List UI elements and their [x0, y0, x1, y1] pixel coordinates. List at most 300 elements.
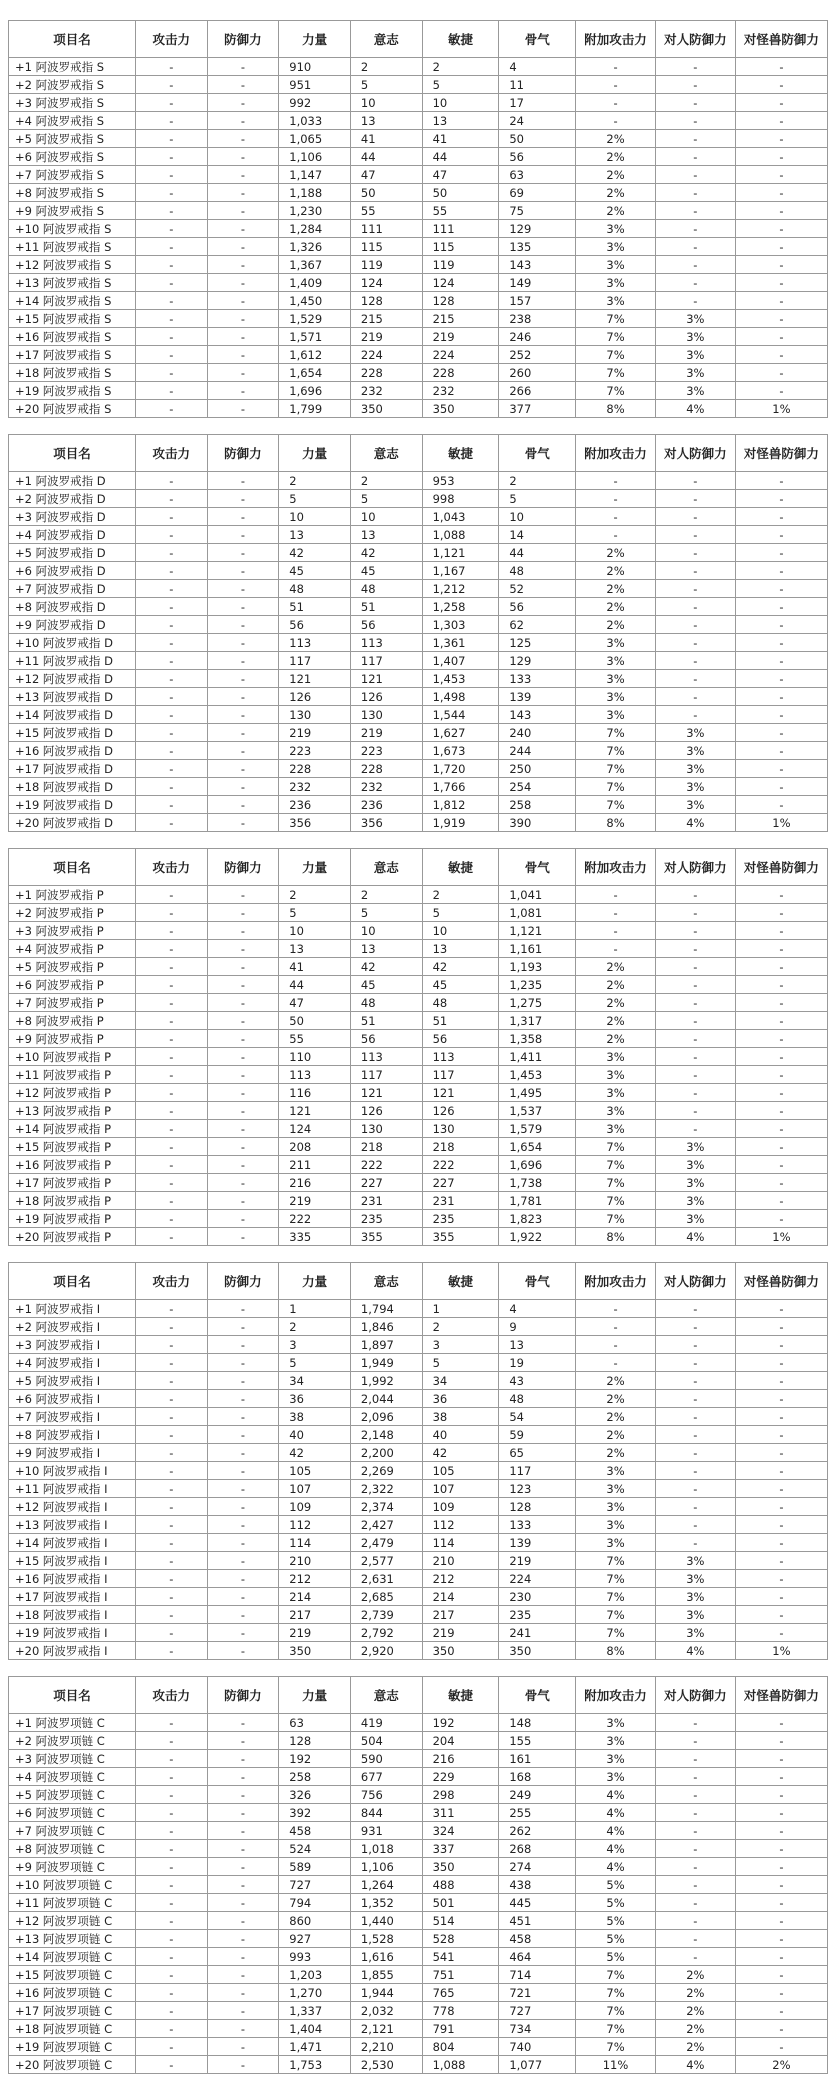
cell-defense: - — [207, 1732, 279, 1750]
cell-defense: - — [207, 1462, 279, 1480]
cell-strength: 392 — [279, 1804, 351, 1822]
cell-item-name: +9 阿波罗戒指 S — [9, 202, 136, 220]
cell-bonus-attack: 7% — [576, 2020, 656, 2038]
cell-agility: 56 — [422, 1030, 499, 1048]
cell-pvp-defense: 3% — [655, 778, 735, 796]
cell-defense: - — [207, 1948, 279, 1966]
cell-bonus-attack: - — [576, 1354, 656, 1372]
table-row — [9, 256, 828, 274]
cell-defense: - — [207, 976, 279, 994]
cell-strength: 126 — [279, 688, 351, 706]
cell-strength: 10 — [279, 922, 351, 940]
cell-pve-defense: - — [735, 1876, 827, 1894]
cell-attack: - — [135, 616, 207, 634]
column-header-strength: 力量 — [279, 21, 351, 58]
cell-bone: 262 — [499, 1822, 576, 1840]
cell-strength: 42 — [279, 544, 351, 562]
cell-pve-defense: - — [735, 328, 827, 346]
cell-agility: 953 — [422, 472, 499, 490]
table-row — [9, 1012, 828, 1030]
cell-will: 126 — [350, 688, 422, 706]
cell-bone: 143 — [499, 256, 576, 274]
table-row — [9, 238, 828, 256]
cell-bonus-attack: 3% — [576, 1048, 656, 1066]
cell-agility: 222 — [422, 1156, 499, 1174]
cell-defense: - — [207, 634, 279, 652]
cell-will: 2,920 — [350, 1642, 422, 1660]
cell-pvp-defense: 4% — [655, 1642, 735, 1660]
cell-item-name: +16 阿波罗戒指 P — [9, 1156, 136, 1174]
cell-defense: - — [207, 1120, 279, 1138]
cell-attack: - — [135, 1876, 207, 1894]
cell-agility: 5 — [422, 904, 499, 922]
cell-pve-defense: - — [735, 1102, 827, 1120]
cell-item-name: +5 阿波罗戒指 S — [9, 130, 136, 148]
cell-bone: 125 — [499, 634, 576, 652]
table-row — [9, 706, 828, 724]
column-header-defense: 防御力 — [207, 1677, 279, 1714]
cell-bonus-attack: 7% — [576, 346, 656, 364]
cell-bone: 1,317 — [499, 1012, 576, 1030]
header-row — [9, 849, 828, 886]
table-row — [9, 1336, 828, 1354]
cell-strength: 5 — [279, 490, 351, 508]
cell-defense: - — [207, 1210, 279, 1228]
cell-bonus-attack: 3% — [576, 670, 656, 688]
table-row — [9, 1642, 828, 1660]
cell-agility: 324 — [422, 1822, 499, 1840]
cell-bone: 266 — [499, 382, 576, 400]
cell-bonus-attack: 3% — [576, 634, 656, 652]
cell-attack: - — [135, 796, 207, 814]
cell-bone: 240 — [499, 724, 576, 742]
cell-will: 1,106 — [350, 1858, 422, 1876]
cell-attack: - — [135, 904, 207, 922]
cell-will: 504 — [350, 1732, 422, 1750]
cell-bonus-attack: 2% — [576, 958, 656, 976]
table-row — [9, 202, 828, 220]
cell-defense: - — [207, 1030, 279, 1048]
cell-attack: - — [135, 1966, 207, 1984]
stats-table — [8, 20, 828, 418]
table-row — [9, 148, 828, 166]
cell-item-name: +3 阿波罗戒指 S — [9, 94, 136, 112]
cell-agility: 804 — [422, 2038, 499, 2056]
cell-pvp-defense: - — [655, 1786, 735, 1804]
cell-will: 355 — [350, 1228, 422, 1246]
cell-item-name: +18 阿波罗项链 C — [9, 2020, 136, 2038]
table-row — [9, 1426, 828, 1444]
cell-defense: - — [207, 886, 279, 904]
cell-attack: - — [135, 2002, 207, 2020]
table-row — [9, 742, 828, 760]
cell-attack: - — [135, 1156, 207, 1174]
cell-item-name: +11 阿波罗戒指 S — [9, 238, 136, 256]
cell-will: 2,210 — [350, 2038, 422, 2056]
cell-bone: 14 — [499, 526, 576, 544]
table-row — [9, 1624, 828, 1642]
cell-bone: 54 — [499, 1408, 576, 1426]
table-row — [9, 814, 828, 832]
column-header-will: 意志 — [350, 21, 422, 58]
cell-item-name: +8 阿波罗项链 C — [9, 1840, 136, 1858]
cell-item-name: +2 阿波罗戒指 P — [9, 904, 136, 922]
cell-attack: - — [135, 1030, 207, 1048]
table-row — [9, 958, 828, 976]
cell-bone: 139 — [499, 1534, 576, 1552]
cell-agility: 5 — [422, 76, 499, 94]
cell-will: 130 — [350, 706, 422, 724]
cell-will: 117 — [350, 1066, 422, 1084]
cell-defense: - — [207, 580, 279, 598]
cell-bone: 48 — [499, 562, 576, 580]
cell-agility: 114 — [422, 1534, 499, 1552]
table-row — [9, 976, 828, 994]
cell-pve-defense: - — [735, 1822, 827, 1840]
cell-will: 222 — [350, 1156, 422, 1174]
cell-agility: 1,212 — [422, 580, 499, 598]
cell-bonus-attack: 7% — [576, 1966, 656, 1984]
cell-bonus-attack: 2% — [576, 1444, 656, 1462]
cell-item-name: +11 阿波罗戒指 D — [9, 652, 136, 670]
table-row — [9, 616, 828, 634]
cell-defense: - — [207, 1966, 279, 1984]
cell-pvp-defense: 3% — [655, 1174, 735, 1192]
cell-item-name: +20 阿波罗戒指 S — [9, 400, 136, 418]
cell-defense: - — [207, 1714, 279, 1732]
cell-will: 113 — [350, 1048, 422, 1066]
cell-pvp-defense: - — [655, 976, 735, 994]
cell-bonus-attack: - — [576, 1318, 656, 1336]
cell-bonus-attack: - — [576, 58, 656, 76]
cell-defense: - — [207, 382, 279, 400]
cell-will: 236 — [350, 796, 422, 814]
table-row — [9, 1048, 828, 1066]
cell-defense: - — [207, 76, 279, 94]
cell-pve-defense: - — [735, 1894, 827, 1912]
table-row — [9, 922, 828, 940]
cell-attack: - — [135, 1948, 207, 1966]
cell-bone: 252 — [499, 346, 576, 364]
cell-pvp-defense: - — [655, 1048, 735, 1066]
table-row — [9, 1912, 828, 1930]
cell-bonus-attack: 7% — [576, 310, 656, 328]
cell-will: 1,949 — [350, 1354, 422, 1372]
table-gap — [8, 418, 828, 434]
column-header-item-name: 项目名 — [9, 1677, 136, 1714]
table-row — [9, 1354, 828, 1372]
cell-bone: 714 — [499, 1966, 576, 1984]
cell-bone: 4 — [499, 58, 576, 76]
cell-defense: - — [207, 670, 279, 688]
cell-will: 2,631 — [350, 1570, 422, 1588]
cell-item-name: +14 阿波罗戒指 D — [9, 706, 136, 724]
cell-pvp-defense: - — [655, 616, 735, 634]
header-row — [9, 1677, 828, 1714]
cell-bone: 255 — [499, 1804, 576, 1822]
cell-strength: 192 — [279, 1750, 351, 1768]
cell-agility: 55 — [422, 202, 499, 220]
cell-agility: 117 — [422, 1066, 499, 1084]
cell-bonus-attack: 3% — [576, 1750, 656, 1768]
cell-pvp-defense: - — [655, 256, 735, 274]
cell-strength: 210 — [279, 1552, 351, 1570]
table-row — [9, 1192, 828, 1210]
cell-defense: - — [207, 166, 279, 184]
cell-pve-defense: - — [735, 670, 827, 688]
cell-defense: - — [207, 1084, 279, 1102]
cell-will: 1,794 — [350, 1300, 422, 1318]
cell-defense: - — [207, 1642, 279, 1660]
cell-agility: 998 — [422, 490, 499, 508]
cell-attack: - — [135, 490, 207, 508]
cell-strength: 38 — [279, 1408, 351, 1426]
cell-will: 2 — [350, 58, 422, 76]
cell-item-name: +11 阿波罗戒指 P — [9, 1066, 136, 1084]
cell-agility: 219 — [422, 328, 499, 346]
cell-bone: 1,922 — [499, 1228, 576, 1246]
cell-pve-defense: - — [735, 1336, 827, 1354]
cell-attack: - — [135, 202, 207, 220]
cell-defense: - — [207, 1570, 279, 1588]
cell-defense: - — [207, 1588, 279, 1606]
cell-attack: - — [135, 670, 207, 688]
cell-defense: - — [207, 760, 279, 778]
cell-bone: 1,081 — [499, 904, 576, 922]
cell-attack: - — [135, 184, 207, 202]
cell-pve-defense: - — [735, 1030, 827, 1048]
cell-attack: - — [135, 1750, 207, 1768]
table-row — [9, 184, 828, 202]
cell-bonus-attack: 7% — [576, 328, 656, 346]
cell-bone: 157 — [499, 292, 576, 310]
table-row — [9, 1516, 828, 1534]
cell-pvp-defense: - — [655, 1732, 735, 1750]
cell-strength: 350 — [279, 1642, 351, 1660]
cell-strength: 236 — [279, 796, 351, 814]
cell-defense: - — [207, 1318, 279, 1336]
cell-strength: 42 — [279, 1444, 351, 1462]
column-header-bonus-attack: 附加攻击力 — [576, 1263, 656, 1300]
cell-will: 130 — [350, 1120, 422, 1138]
cell-strength: 110 — [279, 1048, 351, 1066]
cell-strength: 860 — [279, 1912, 351, 1930]
cell-bone: 1,654 — [499, 1138, 576, 1156]
column-header-agility: 敏捷 — [422, 1677, 499, 1714]
cell-bone: 56 — [499, 148, 576, 166]
cell-bone: 451 — [499, 1912, 576, 1930]
column-header-strength: 力量 — [279, 1677, 351, 1714]
cell-agility: 311 — [422, 1804, 499, 1822]
cell-pve-defense: - — [735, 1120, 827, 1138]
cell-defense: - — [207, 1912, 279, 1930]
cell-attack: - — [135, 976, 207, 994]
cell-defense: - — [207, 652, 279, 670]
cell-strength: 216 — [279, 1174, 351, 1192]
cell-bonus-attack: 7% — [576, 1174, 656, 1192]
cell-will: 223 — [350, 742, 422, 760]
cell-bonus-attack: - — [576, 94, 656, 112]
cell-will: 677 — [350, 1768, 422, 1786]
cell-bone: 740 — [499, 2038, 576, 2056]
column-header-pvp-defense: 对人防御力 — [655, 1263, 735, 1300]
cell-attack: - — [135, 1804, 207, 1822]
cell-pve-defense: - — [735, 1192, 827, 1210]
cell-strength: 107 — [279, 1480, 351, 1498]
column-header-bone: 骨气 — [499, 21, 576, 58]
cell-agility: 765 — [422, 1984, 499, 2002]
cell-will: 121 — [350, 670, 422, 688]
cell-pvp-defense: - — [655, 1012, 735, 1030]
cell-pve-defense: - — [735, 598, 827, 616]
cell-will: 1,897 — [350, 1336, 422, 1354]
cell-bone: 254 — [499, 778, 576, 796]
cell-bonus-attack: 7% — [576, 1588, 656, 1606]
cell-defense: - — [207, 274, 279, 292]
cell-bone: 168 — [499, 1768, 576, 1786]
cell-pve-defense: - — [735, 238, 827, 256]
cell-defense: - — [207, 256, 279, 274]
cell-will: 48 — [350, 994, 422, 1012]
cell-defense: - — [207, 688, 279, 706]
cell-pve-defense: - — [735, 1984, 827, 2002]
cell-pvp-defense: - — [655, 652, 735, 670]
column-header-pve-defense: 对怪兽防御力 — [735, 1677, 827, 1714]
cell-defense: - — [207, 796, 279, 814]
cell-will: 2,096 — [350, 1408, 422, 1426]
cell-item-name: +13 阿波罗项链 C — [9, 1930, 136, 1948]
cell-pve-defense: - — [735, 256, 827, 274]
column-header-pve-defense: 对怪兽防御力 — [735, 435, 827, 472]
cell-agility: 111 — [422, 220, 499, 238]
cell-agility: 212 — [422, 1570, 499, 1588]
cell-pve-defense: - — [735, 1516, 827, 1534]
column-header-attack: 攻击力 — [135, 21, 207, 58]
cell-pve-defense: - — [735, 1300, 827, 1318]
cell-will: 111 — [350, 220, 422, 238]
cell-pve-defense: - — [735, 202, 827, 220]
cell-item-name: +7 阿波罗戒指 S — [9, 166, 136, 184]
cell-will: 10 — [350, 922, 422, 940]
cell-pve-defense: - — [735, 292, 827, 310]
cell-strength: 128 — [279, 1732, 351, 1750]
cell-agility: 1,453 — [422, 670, 499, 688]
cell-item-name: +19 阿波罗戒指 P — [9, 1210, 136, 1228]
cell-strength: 222 — [279, 1210, 351, 1228]
table-row — [9, 724, 828, 742]
cell-pve-defense: 1% — [735, 814, 827, 832]
cell-will: 2,148 — [350, 1426, 422, 1444]
cell-bonus-attack: 5% — [576, 1912, 656, 1930]
cell-will: 56 — [350, 1030, 422, 1048]
cell-item-name: +15 阿波罗戒指 I — [9, 1552, 136, 1570]
cell-strength: 1,326 — [279, 238, 351, 256]
cell-bone: 1,193 — [499, 958, 576, 976]
cell-agility: 113 — [422, 1048, 499, 1066]
cell-bonus-attack: - — [576, 1300, 656, 1318]
cell-attack: - — [135, 1354, 207, 1372]
cell-attack: - — [135, 1390, 207, 1408]
cell-strength: 214 — [279, 1588, 351, 1606]
cell-pvp-defense: - — [655, 1876, 735, 1894]
cell-item-name: +6 阿波罗戒指 S — [9, 148, 136, 166]
cell-bone: 52 — [499, 580, 576, 598]
column-header-item-name: 项目名 — [9, 21, 136, 58]
cell-defense: - — [207, 94, 279, 112]
table-row — [9, 1408, 828, 1426]
cell-bone: 62 — [499, 616, 576, 634]
table-row — [9, 940, 828, 958]
cell-agility: 47 — [422, 166, 499, 184]
cell-strength: 56 — [279, 616, 351, 634]
cell-agility: 2 — [422, 1318, 499, 1336]
cell-bone: 238 — [499, 310, 576, 328]
cell-agility: 38 — [422, 1408, 499, 1426]
cell-strength: 109 — [279, 1498, 351, 1516]
cell-attack: - — [135, 1048, 207, 1066]
cell-strength: 1,065 — [279, 130, 351, 148]
cell-will: 2,322 — [350, 1480, 422, 1498]
table-row — [9, 1138, 828, 1156]
cell-will: 56 — [350, 616, 422, 634]
cell-strength: 3 — [279, 1336, 351, 1354]
cell-pve-defense: - — [735, 1480, 827, 1498]
cell-attack: - — [135, 2020, 207, 2038]
cell-agility: 1,766 — [422, 778, 499, 796]
cell-strength: 36 — [279, 1390, 351, 1408]
cell-item-name: +2 阿波罗戒指 D — [9, 490, 136, 508]
table-gap — [8, 832, 828, 848]
cell-defense: - — [207, 1480, 279, 1498]
column-header-bone: 骨气 — [499, 849, 576, 886]
cell-agility: 36 — [422, 1390, 499, 1408]
cell-pvp-defense: - — [655, 1408, 735, 1426]
cell-bonus-attack: 3% — [576, 1462, 656, 1480]
cell-bonus-attack: 7% — [576, 1606, 656, 1624]
cell-attack: - — [135, 526, 207, 544]
cell-attack: - — [135, 1912, 207, 1930]
cell-defense: - — [207, 1534, 279, 1552]
cell-strength: 112 — [279, 1516, 351, 1534]
cell-will: 2,479 — [350, 1534, 422, 1552]
cell-attack: - — [135, 1606, 207, 1624]
column-header-agility: 敏捷 — [422, 849, 499, 886]
cell-strength: 113 — [279, 1066, 351, 1084]
cell-item-name: +13 阿波罗戒指 P — [9, 1102, 136, 1120]
cell-pve-defense: - — [735, 1012, 827, 1030]
cell-item-name: +1 阿波罗戒指 S — [9, 58, 136, 76]
cell-item-name: +9 阿波罗戒指 I — [9, 1444, 136, 1462]
cell-attack: - — [135, 1516, 207, 1534]
cell-will: 2,269 — [350, 1462, 422, 1480]
cell-attack: - — [135, 94, 207, 112]
cell-pvp-defense: - — [655, 112, 735, 130]
cell-item-name: +5 阿波罗戒指 D — [9, 544, 136, 562]
cell-strength: 589 — [279, 1858, 351, 1876]
cell-bone: 721 — [499, 1984, 576, 2002]
cell-will: 1,944 — [350, 1984, 422, 2002]
cell-defense: - — [207, 1228, 279, 1246]
cell-pvp-defense: - — [655, 1534, 735, 1552]
cell-strength: 223 — [279, 742, 351, 760]
cell-pve-defense: - — [735, 1444, 827, 1462]
cell-strength: 228 — [279, 760, 351, 778]
cell-pve-defense: - — [735, 1084, 827, 1102]
cell-pvp-defense: 2% — [655, 2038, 735, 2056]
cell-defense: - — [207, 544, 279, 562]
cell-pvp-defense: 3% — [655, 742, 735, 760]
table-row — [9, 2020, 828, 2038]
